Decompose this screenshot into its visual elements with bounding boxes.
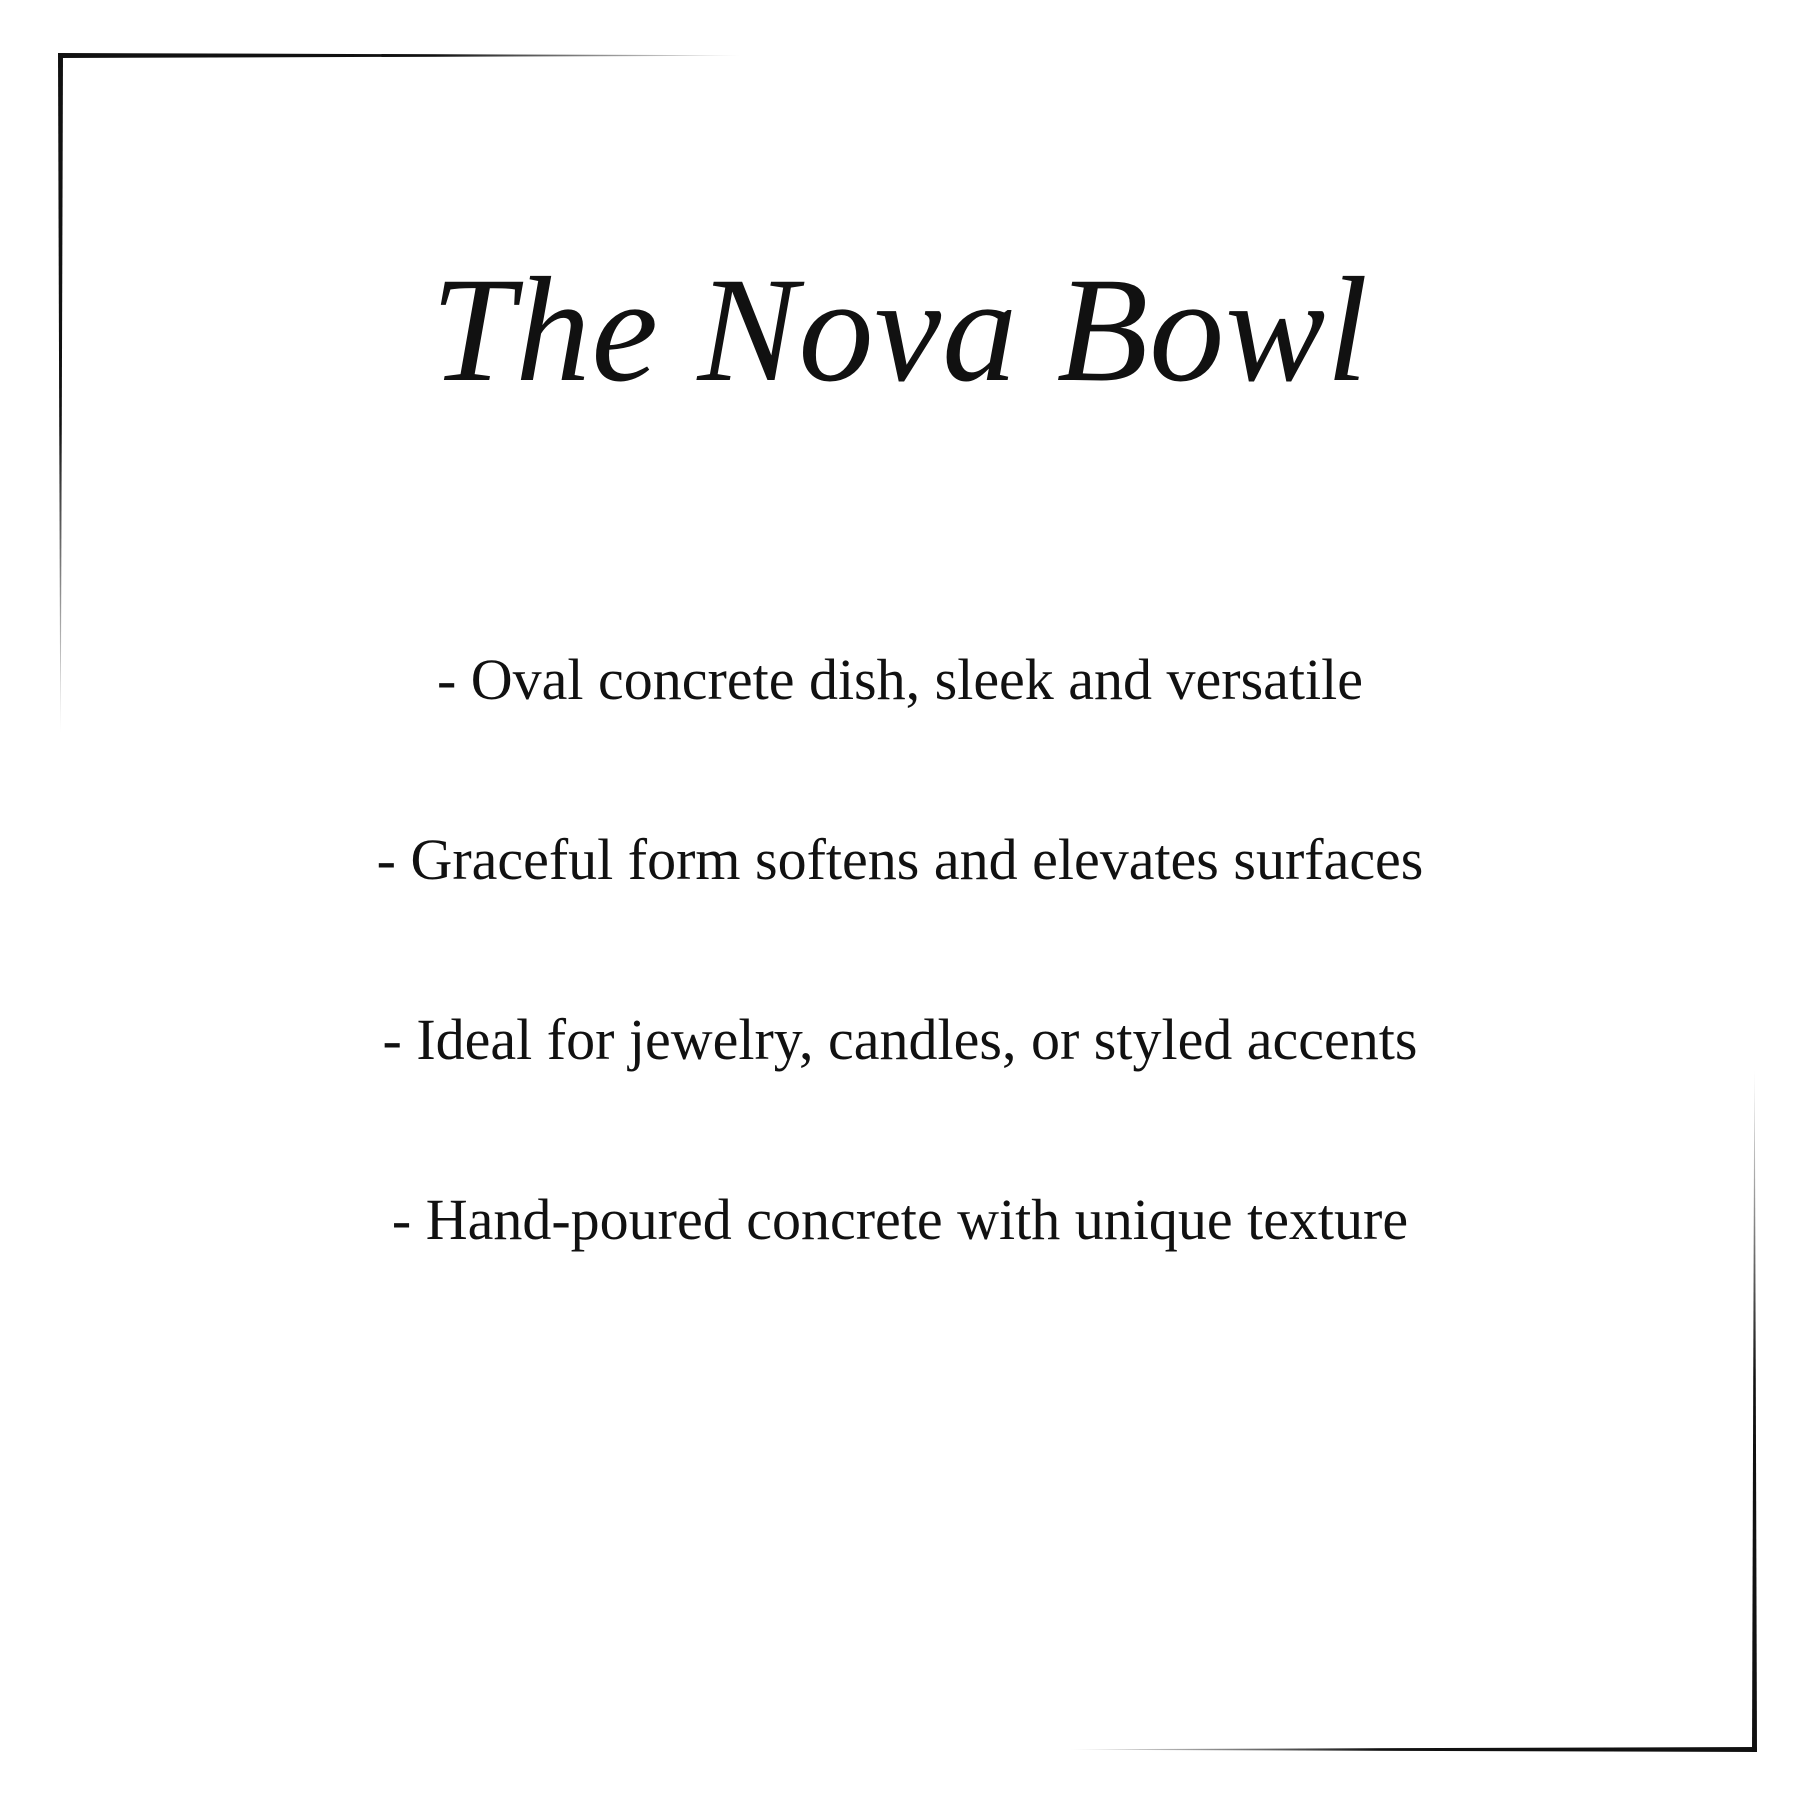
frame-line-top: [60, 53, 740, 58]
feature-item: - Graceful form softens and elevates surfaces: [376, 827, 1424, 892]
feature-item: - Oval concrete dish, sleek and versatile: [436, 647, 1364, 712]
feature-item: - Ideal for jewelry, candles, or styled accents: [382, 1007, 1418, 1072]
feature-item: - Hand-poured concrete with unique texture: [391, 1187, 1409, 1252]
frame-line-bottom: [1070, 1747, 1757, 1752]
page-title: The Nova Bowl: [431, 247, 1369, 413]
feature-list: [0, 640, 1800, 1360]
